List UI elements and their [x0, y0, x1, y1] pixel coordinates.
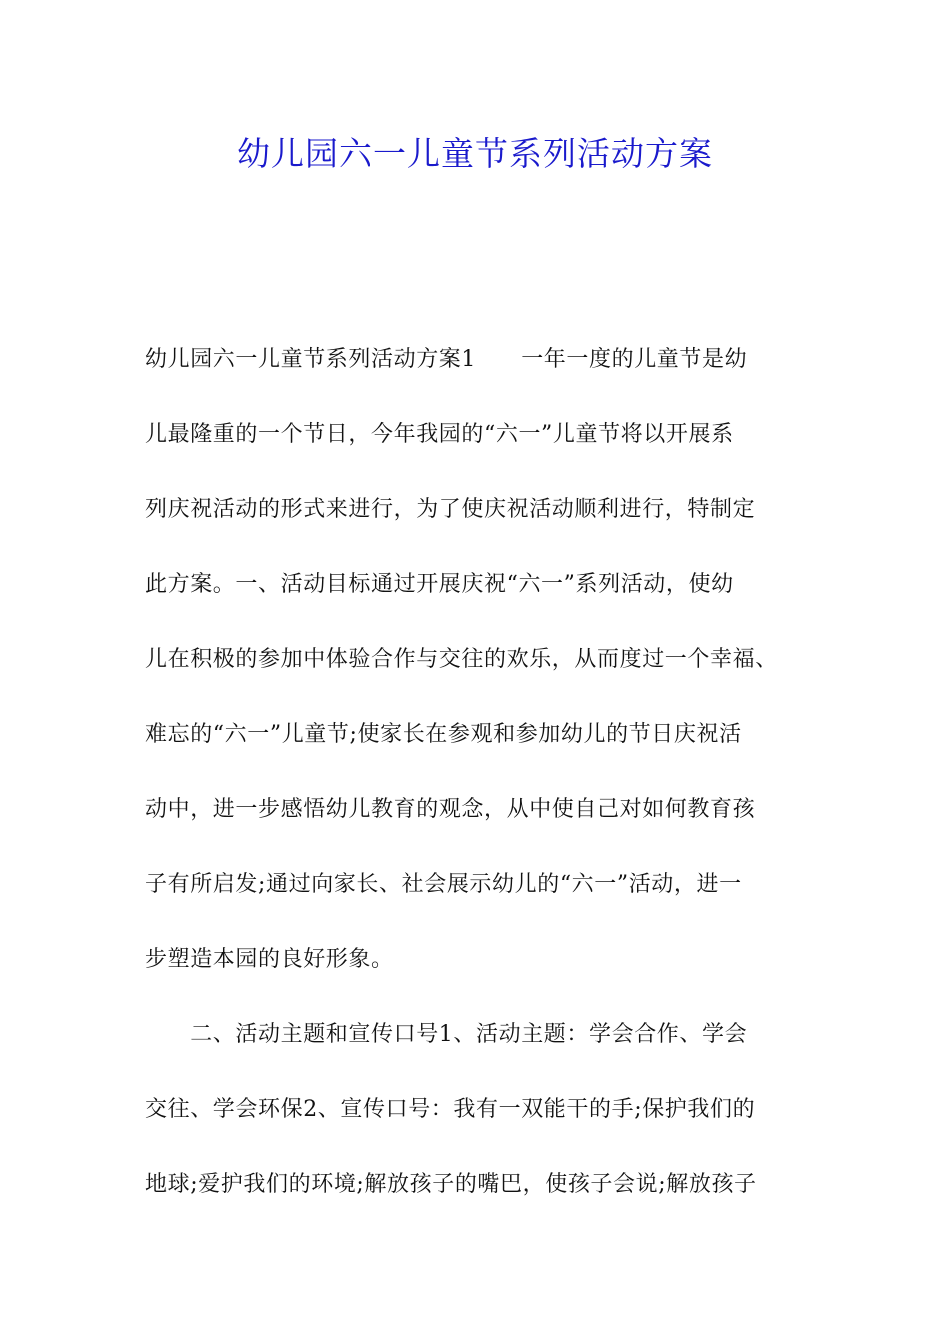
- body-line: 子有所启发;通过向家长、社会展示幼儿的“六一”活动，进一: [145, 872, 742, 897]
- body-line: 列庆祝活动的形式来进行，为了使庆祝活动顺利进行，特制定: [145, 497, 756, 522]
- body-line: 地球;爱护我们的环境;解放孩子的嘴巴，使孩子会说;解放孩子: [145, 1172, 757, 1197]
- body-line: 儿最隆重的一个节日，今年我园的“六一”儿童节将以开展系: [145, 422, 734, 447]
- body-line: 幼儿园六一儿童节系列活动方案1 一年一度的儿童节是幼: [145, 347, 748, 372]
- body-line: 儿在积极的参加中体验合作与交往的欢乐，从而度过一个幸福、: [145, 647, 778, 672]
- body-line: 此方案。一、活动目标通过开展庆祝“六一”系列活动，使幼: [145, 572, 734, 597]
- document-title: 幼儿园六一儿童节系列活动方案: [237, 134, 713, 173]
- body-line: 步塑造本园的良好形象。: [145, 947, 394, 972]
- body-line: 动中，进一步感悟幼儿教育的观念，从中使自己对如何教育孩: [145, 797, 756, 822]
- body-line: 交往、学会环保2、宣传口号：我有一双能干的手;保护我们的: [145, 1097, 756, 1122]
- body-line: 二、活动主题和宣传口号1、活动主题：学会合作、学会: [145, 1022, 748, 1047]
- body-line: 难忘的“六一”儿童节;使家长在参观和参加幼儿的节日庆祝活: [145, 722, 742, 747]
